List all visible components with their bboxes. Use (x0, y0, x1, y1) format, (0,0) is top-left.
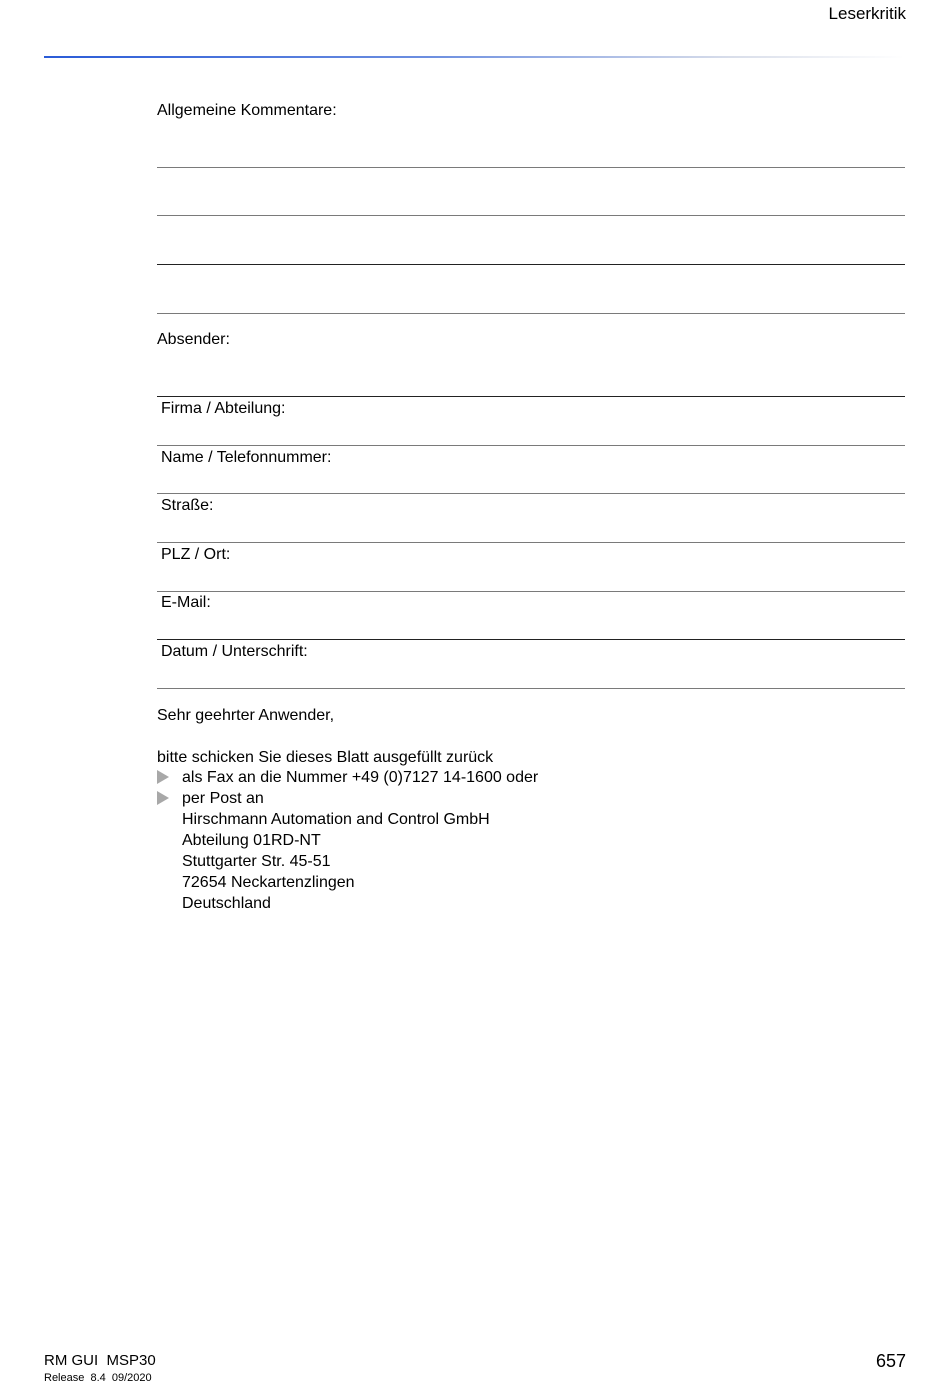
sender-line-zip-city[interactable] (157, 542, 905, 543)
bullet-post-text: per Post an (182, 790, 264, 807)
field-label-name-phone: Name / Telefonnummer: (161, 449, 332, 466)
field-label-date-signature: Datum / Unterschrift: (161, 643, 308, 660)
sender-line-street[interactable] (157, 493, 905, 494)
field-label-email: E-Mail: (161, 594, 211, 611)
field-label-zip-city: PLZ / Ort: (161, 546, 231, 563)
comment-line-1[interactable] (157, 167, 905, 168)
sender-line-email[interactable] (157, 591, 905, 592)
comments-label: Allgemeine Kommentare: (157, 102, 337, 119)
sender-line-bottom[interactable] (157, 688, 905, 689)
comment-line-4[interactable] (157, 313, 905, 314)
address-street: Stuttgarter Str. 45-51 (182, 853, 331, 870)
sender-line-company[interactable] (157, 396, 905, 397)
triangle-bullet-icon (157, 770, 169, 784)
address-department: Abteilung 01RD-NT (182, 832, 321, 849)
page-header-title: Leserkritik (828, 4, 906, 23)
address-company: Hirschmann Automation and Control GmbH (182, 811, 490, 828)
address-city: 72654 Neckartenzlingen (182, 874, 355, 891)
page-number: 657 (875, 1351, 906, 1371)
header-divider (44, 56, 904, 58)
sender-line-name[interactable] (157, 445, 905, 446)
sender-label: Absender: (157, 331, 230, 348)
field-label-company: Firma / Abteilung: (161, 400, 286, 417)
field-label-street: Straße: (161, 497, 214, 514)
sender-line-date-signature[interactable] (157, 639, 905, 640)
footer-product: RM GUI MSP30 (44, 1352, 156, 1369)
letter-greeting: Sehr geehrter Anwender, (157, 707, 335, 724)
comment-line-2[interactable] (157, 215, 905, 216)
triangle-bullet-icon (157, 791, 169, 805)
footer-release: Release 8.4 09/2020 (44, 1372, 152, 1384)
bullet-fax-text: als Fax an die Nummer +49 (0)7127 14-1600 oder (182, 769, 539, 786)
letter-intro: bitte schicken Sie dieses Blatt ausgefüllt zurück (157, 749, 494, 766)
address-country: Deutschland (182, 895, 271, 912)
bullet-post (157, 790, 264, 811)
comment-line-3[interactable] (157, 264, 905, 265)
bullet-fax (157, 769, 539, 790)
